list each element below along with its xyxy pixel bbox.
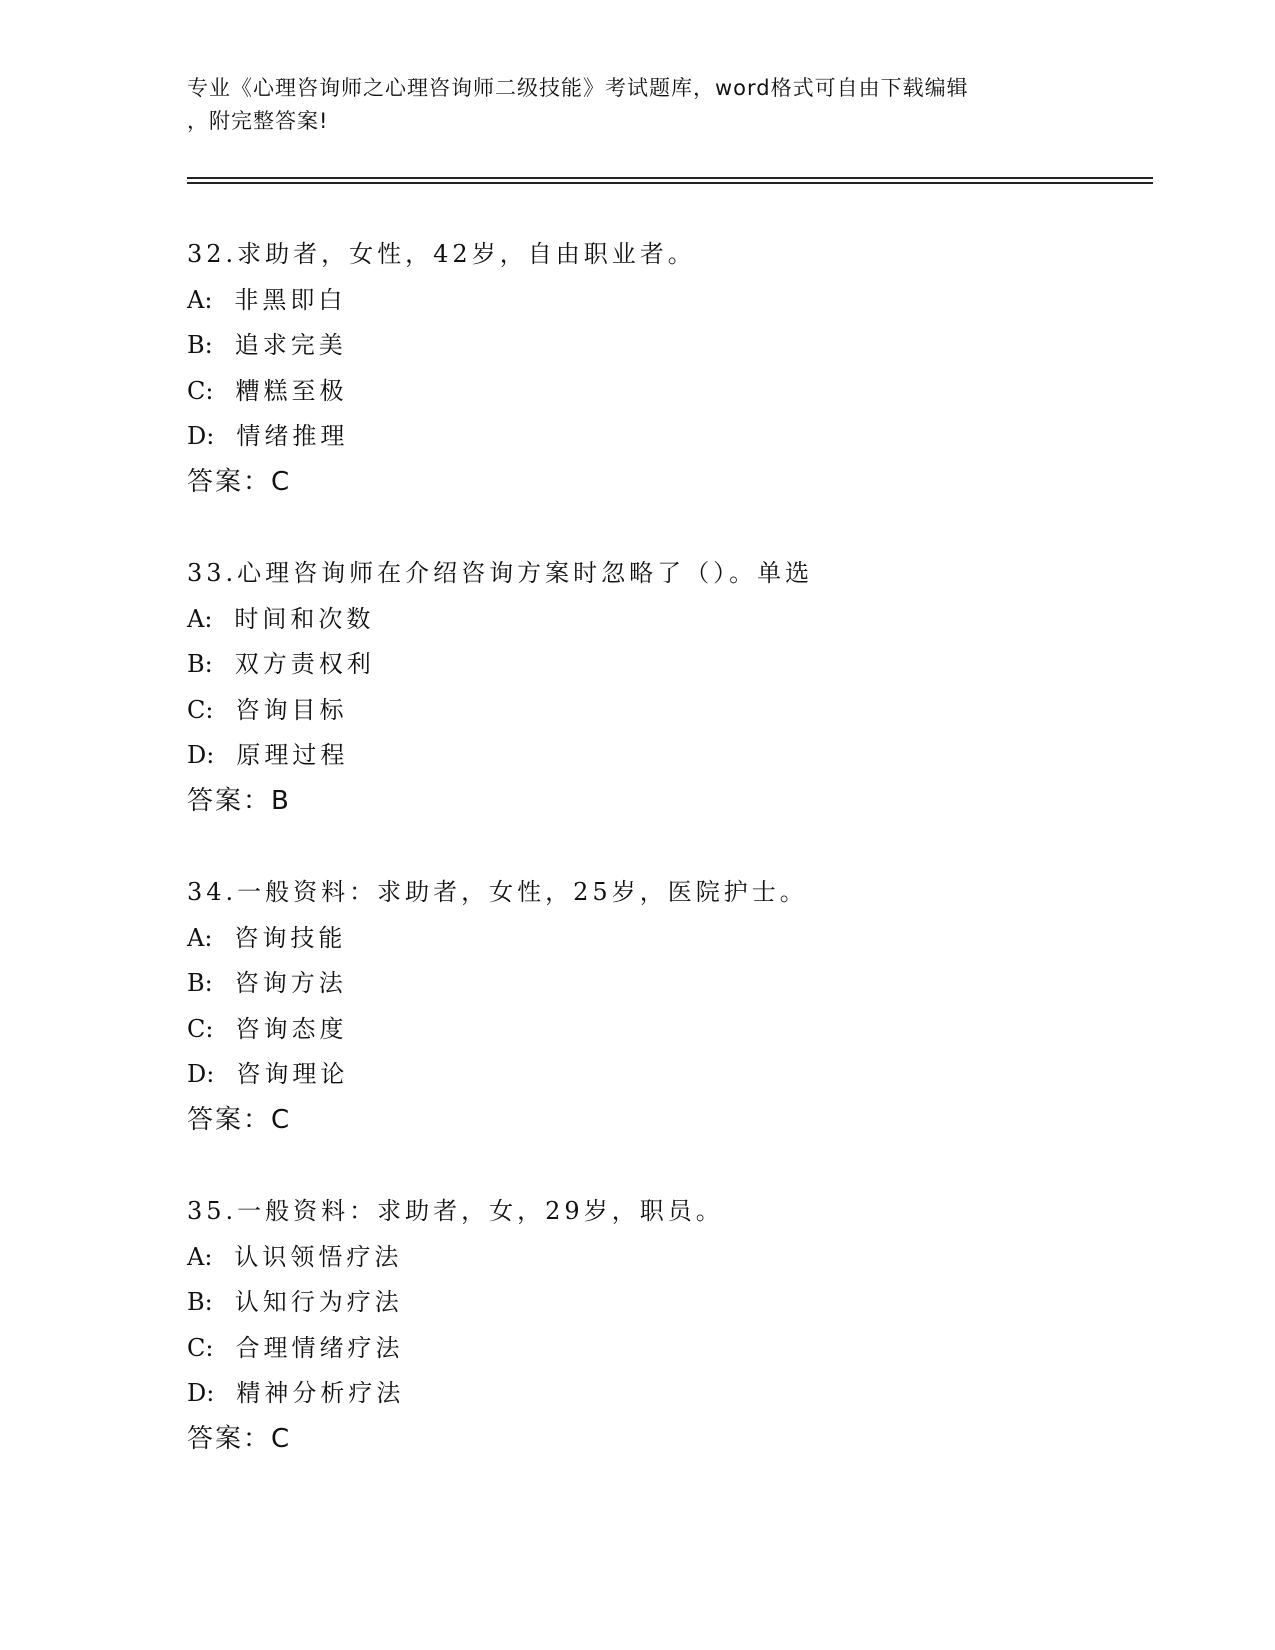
option-c [187,1007,1087,1053]
option-text: 时间和次数 [234,604,375,633]
option-letter: D: [187,1379,215,1408]
option-b [187,642,1087,688]
option-letter: B: [187,650,213,679]
option-c [187,688,1087,734]
option-d [187,1052,1087,1098]
question-stem: 34.一般资料：求助者，女性，25岁，医院护士。 [187,878,808,906]
option-text: 咨询技能 [234,923,347,952]
option-text: 精神分析疗法 [236,1379,405,1408]
question-stem: 32.求助者，女性，42岁，自由职业者。 [187,240,696,268]
option-letter: B: [187,969,213,998]
option-text: 咨询方法 [234,969,347,998]
question-stem: 35.一般资料：求助者，女，29岁，职员。 [187,1197,724,1225]
question-34 [187,870,1087,1144]
answer-line: 答案：C [187,1423,292,1454]
option-letter: A: [187,604,213,633]
question-32 [187,232,1087,506]
option-a [187,278,1087,324]
option-a [187,916,1087,962]
option-letter: C: [187,376,214,405]
option-b [187,961,1087,1007]
option-text: 原理过程 [236,741,349,770]
header-line-1: 专业《心理咨询师之心理咨询师二级技能》考试题库，word格式可自由下载编辑 [187,76,969,100]
answer-line: 答案：B [187,785,291,816]
option-text: 认识领悟疗法 [234,1242,403,1271]
option-text: 咨询理论 [236,1060,349,1089]
option-letter: B: [187,331,213,360]
option-letter: D: [187,741,215,770]
header-line-2: ，附完整答案! [187,109,329,133]
option-a [187,597,1087,643]
header-divider-top [187,177,1153,179]
option-d [187,733,1087,779]
option-b [187,1280,1087,1326]
option-text: 双方责权利 [234,650,375,679]
answer-line: 答案：C [187,1104,292,1135]
option-letter: C: [187,695,214,724]
option-letter: A: [187,285,213,314]
option-c [187,369,1087,415]
option-text: 合理情绪疗法 [235,1333,404,1362]
option-text: 咨询目标 [235,695,348,724]
option-text: 追求完美 [234,331,347,360]
option-letter: A: [187,923,213,952]
option-text: 非黑即白 [234,285,347,314]
option-b [187,323,1087,369]
header-divider-bottom [187,182,1153,184]
option-letter: D: [187,1060,215,1089]
option-letter: C: [187,1333,214,1362]
document-header [187,72,1087,138]
option-letter: C: [187,1014,214,1043]
option-letter: B: [187,1288,213,1317]
answer-line: 答案：C [187,466,292,497]
option-text: 咨询态度 [235,1014,348,1043]
option-letter: D: [187,422,215,451]
option-letter: A: [187,1242,213,1271]
option-d [187,414,1087,460]
question-35 [187,1189,1087,1463]
option-a [187,1235,1087,1281]
question-33 [187,551,1087,825]
option-text: 认知行为疗法 [234,1288,403,1317]
option-text: 情绪推理 [236,422,349,451]
option-text: 糟糕至极 [235,376,348,405]
question-stem: 33.心理咨询师在介绍咨询方案时忽略了（）。单选 [187,559,814,587]
option-c [187,1326,1087,1372]
option-d [187,1371,1087,1417]
